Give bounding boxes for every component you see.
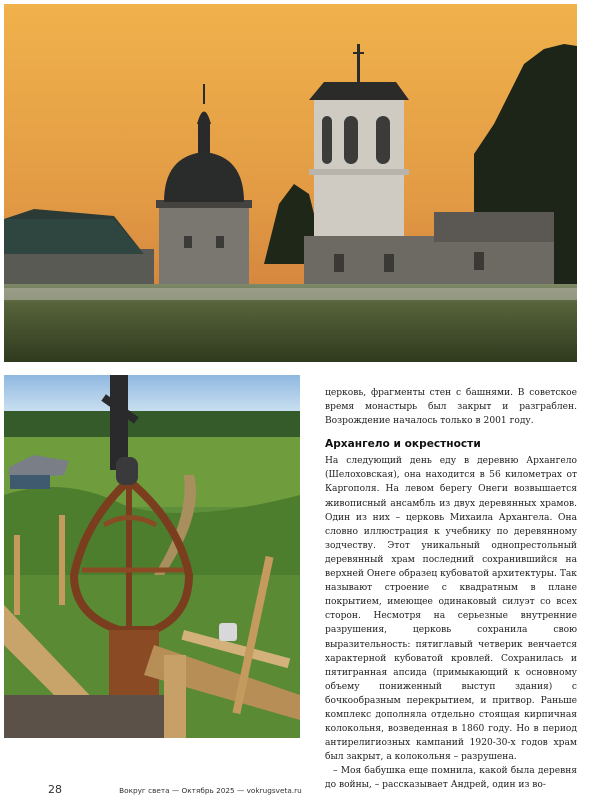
page-footer: [48, 778, 302, 797]
monastery-sunset-photo: [4, 4, 577, 362]
page-number: 28: [48, 783, 62, 796]
monastery-photo-icon: [4, 4, 577, 362]
article-paragraph: – Моя бабушка еще помнила, какой была деревня до войны, – рассказывает Андрей, один из во-: [325, 766, 577, 791]
footer-publication-info: Вокруг света — Октябрь 2025 — vokrugsveta.ru: [119, 786, 302, 795]
church-dome-photo-icon: [4, 375, 300, 738]
wooden-dome-restoration-photo: [4, 375, 300, 738]
article-column: [325, 386, 577, 793]
section-heading: Архангело и окрестности: [325, 438, 481, 451]
article-paragraph: На следующий день еду в деревню Архангело (Шелоховская), она находится в 56 километрах от Каргополя. На левом берегу Онеги возвышается живописный ансамбль из двух деревянных храмов. Один из них – церковь Михаила Архангела. Она словно иллюстрация к учебнику по деревянному зодчеству. Этот уникальный однопрестольный деревянный храм последний сохранившийся на верхней Онеге образец кубоватой архитектуры. Так называют строение с квадратным в плане покрытием, имеющее одинаковый силуэт со всех сторон. Несмотря на серьезные внутренние разрушения, церковь сохранила свою выразительность: пятиглавый четверик венчается характерной кубоватой кровлей. Сохранилась и пятигранная апсида (примыкающий к основному объему пониженный выступ здания) с бочкообразным перекрытием, и притвор. Раньше комплекс дополняла отдельно стоящая кирпичная колокольня, возведенная в 1860 году. Но в период антирелигиозных кампаний 1920-30-х годов храм был закрыт, а колокольня – разрушена.: [325, 456, 577, 763]
article-intro-paragraph: церковь, фрагменты стен с башнями. В советское время монастырь был закрыт и разграблен. Возрождение началось только в 2001 году.: [325, 388, 577, 427]
